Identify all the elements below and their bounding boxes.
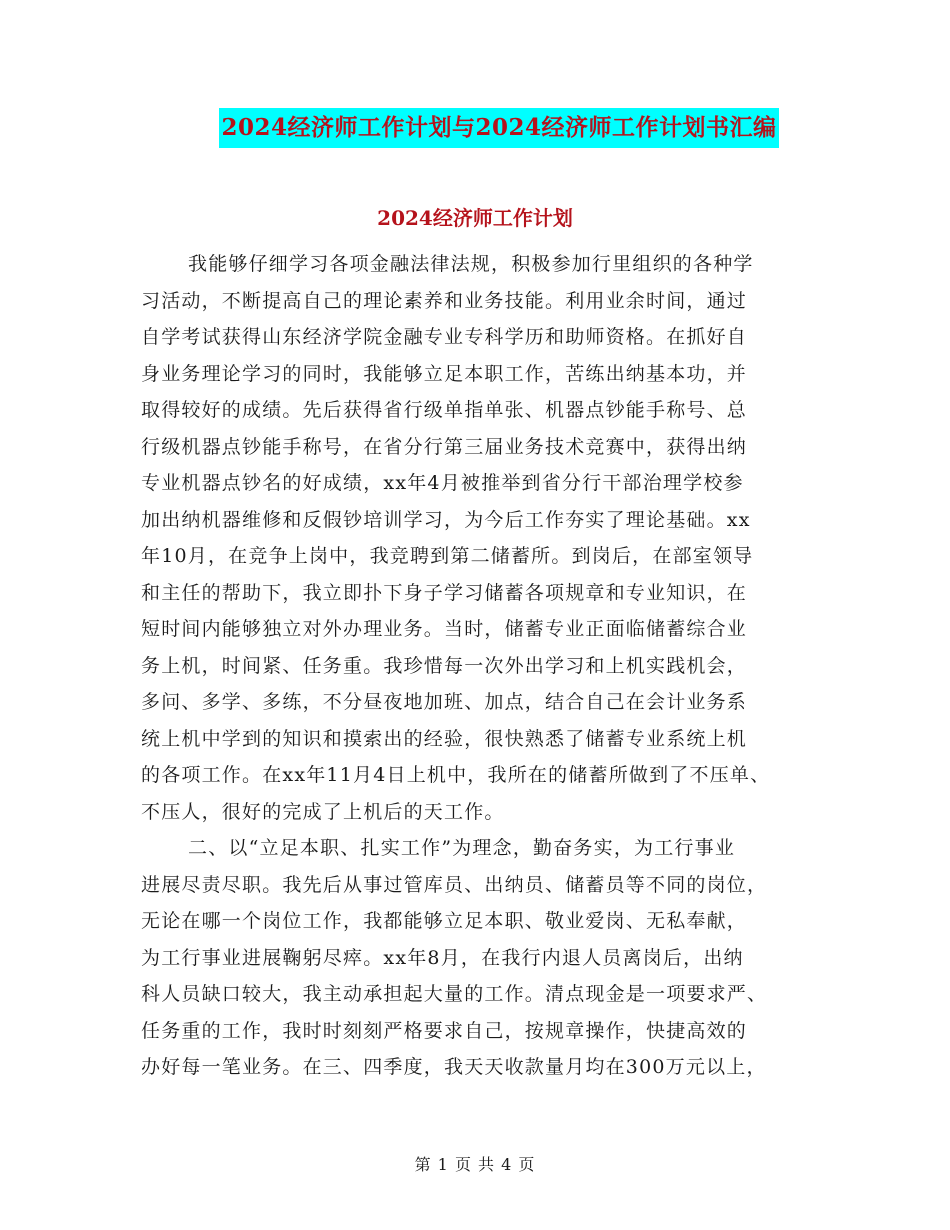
paragraph-line: 务上机，时间紧、任务重。我珍惜每一次外出学习和上机实践机会， [141, 654, 748, 677]
page-title-container [0, 108, 950, 148]
paragraph-line: 统上机中学到的知识和摸索出的经验，很快熟悉了储蓄专业系统上机 [141, 727, 748, 750]
page-title: 2024经济师工作计划与2024经济师工作计划书汇编 [219, 108, 778, 148]
paragraph-line: 行级机器点钞能手称号，在省分行第三届业务技术竞赛中，获得出纳 [141, 435, 748, 458]
paragraph-line: 无论在哪一个岗位工作，我都能够立足本职、敬业爱岗、无私奉献， [141, 910, 748, 932]
paragraph-line: 专业机器点钞名的好成绩，xx年4月被推举到省分行干部治理学校参 [141, 472, 744, 494]
paragraph-line: 我能够仔细学习各项金融法律法规，积极参加行里组织的各种学 [188, 253, 754, 275]
page-footer: 第 1 页 共 4 页 [414, 1155, 536, 1174]
paragraph-line: 短时间内能够独立对外办理业务。当时，储蓄专业正面临储蓄综合业 [141, 618, 748, 640]
paragraph-line: 二、以“立足本职、扎实工作”为理念，勤奋务实，为工行事业 [188, 837, 736, 859]
paragraph-line: 任务重的工作，我时时刻刻严格要求自己，按规章操作，快捷高效的 [141, 1019, 748, 1042]
paragraph-line: 自学考试获得山东经济学院金融专业专科学历和助师资格。在抓好自 [141, 326, 748, 348]
paragraph-line: 进展尽责尽职。我先后从事过管库员、出纳员、储蓄员等不同的岗位， [141, 873, 768, 896]
paragraph-line: 的各项工作。在xx年11月4日上机中，我所在的储蓄所做到了不压单、 [141, 764, 771, 786]
paragraph-line: 和主任的帮助下，我立即扑下身子学习储蓄各项规章和专业知识，在 [141, 581, 748, 604]
paragraph-line: 身业务理论学习的同时，我能够立足本职工作，苦练出纳基本功，并 [141, 362, 748, 385]
paragraph-line: 加出纳机器维修和反假钞培训学习，为今后工作夯实了理论基础。xx [141, 508, 751, 531]
paragraph-line: 年10月，在竞争上岗中，我竞聘到第二储蓄所。到岗后，在部室领导 [141, 545, 754, 567]
paragraph-line: 办好每一笔业务。在三、四季度，我天天收款量月均在300万元以上， [141, 1056, 767, 1078]
body-text [141, 246, 831, 1086]
section-title: 2024经济师工作计划 [377, 206, 573, 230]
paragraph-line: 为工行事业进展鞠躬尽瘁。xx年8月，在我行内退人员离岗后，出纳 [141, 946, 744, 969]
paragraph-line: 习活动，不断提高自己的理论素养和业务技能。利用业余时间，通过 [141, 289, 748, 312]
paragraph-line: 不压人，很好的完成了上机后的天工作。 [141, 800, 505, 823]
paragraph-line: 取得较好的成绩。先后获得省行级单指单张、机器点钞能手称号、总 [141, 399, 748, 421]
paragraph-line: 多问、多学、多练，不分昼夜地加班、加点，结合自己在会计业务系 [141, 691, 748, 713]
paragraph-line: 科人员缺口较大，我主动承担起大量的工作。清点现金是一项要求严、 [141, 983, 768, 1005]
